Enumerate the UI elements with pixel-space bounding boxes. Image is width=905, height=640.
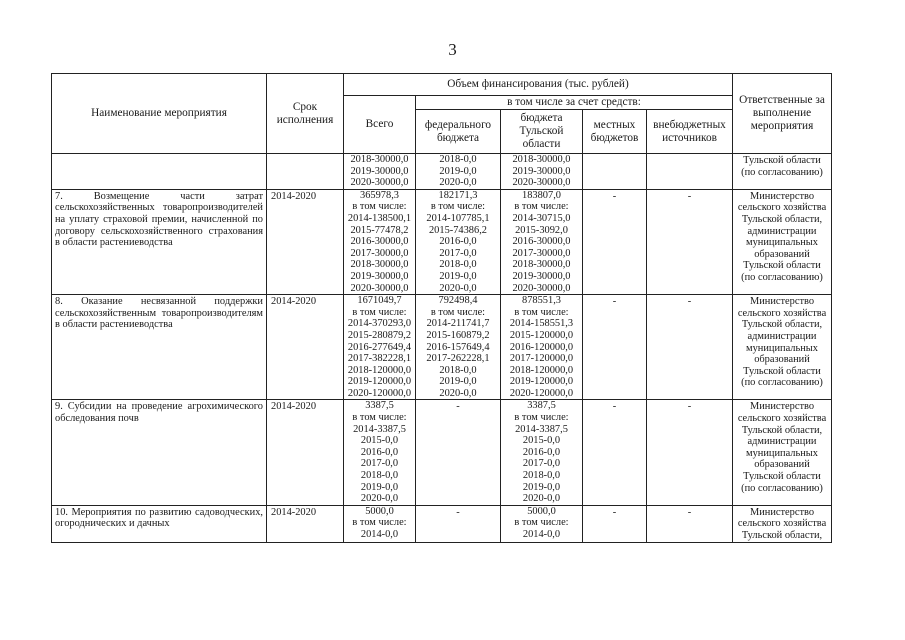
cell-name: 8. Оказание несвязанной поддержки сельскохозяйственным товаропроизводителям в области растениеводства [52, 295, 267, 400]
cell-responsible: Тульской области (по согласованию) [733, 154, 832, 190]
header-regional: бюджета Тульской области [501, 110, 583, 154]
cell-term: 2014-2020 [267, 505, 344, 542]
cell-regional: 878551,3 в том числе: 2014-158551,3 2015-120000,0 2016-120000,0 2017-120000,0 2018-120000,0 2019-120000,0 2020-120000,0 [501, 295, 583, 400]
cell-offbudget: - [647, 189, 733, 294]
header-total: Всего [344, 96, 416, 154]
cell-federal: 182171,3 в том числе: 2014-107785,1 2015-74386,2 2016-0,0 2017-0,0 2018-0,0 2019-0,0 2020-0,0 [416, 189, 501, 294]
cell-regional: 2018-30000,0 2019-30000,0 2020-30000,0 [501, 154, 583, 190]
table-row [52, 295, 832, 400]
cell-local: - [583, 505, 647, 542]
cell-name: 10. Мероприятия по развитию садоводческих, огороднических и дачных [52, 505, 267, 542]
cell-responsible: Министерство сельского хозяйства Тульской области, [733, 505, 832, 542]
header-federal: федерального бюджета [416, 110, 501, 154]
cell-offbudget: - [647, 505, 733, 542]
header-local: местных бюджетов [583, 110, 647, 154]
header-term: Срок исполнения [267, 74, 344, 154]
cell-federal: - [416, 400, 501, 505]
table-row [52, 189, 832, 294]
cell-total: 365978,3 в том числе: 2014-138500,1 2015-77478,2 2016-30000,0 2017-30000,0 2018-30000,0 2019-30000,0 2020-30000,0 [344, 189, 416, 294]
header-financing: Объем финансирования (тыс. рублей) [344, 74, 733, 96]
cell-total: 3387,5 в том числе: 2014-3387,5 2015-0,0 2016-0,0 2017-0,0 2018-0,0 2019-0,0 2020-0,0 [344, 400, 416, 505]
header-offbudget: внебюджетных источников [647, 110, 733, 154]
cell-name: 7. Возмещение части затрат сельскохозяйственных товаропроизводителей на уплату страховой премии, начисленной по договору сельскохозяйственного страхования в области растениеводства [52, 189, 267, 294]
cell-federal: 2018-0,0 2019-0,0 2020-0,0 [416, 154, 501, 190]
table-row [52, 154, 832, 190]
cell-local: - [583, 400, 647, 505]
cell-offbudget [647, 154, 733, 190]
cell-term [267, 154, 344, 190]
cell-responsible: Министерство сельского хозяйства Тульской области, администрации муниципальных образований Тульской области (по согласованию) [733, 189, 832, 294]
cell-regional: 3387,5 в том числе: 2014-3387,5 2015-0,0 2016-0,0 2017-0,0 2018-0,0 2019-0,0 2020-0,0 [501, 400, 583, 505]
cell-term: 2014-2020 [267, 400, 344, 505]
cell-term: 2014-2020 [267, 295, 344, 400]
header-responsible: Ответственные за выполнение мероприятия [733, 74, 832, 154]
cell-local: - [583, 295, 647, 400]
table-row [52, 505, 832, 542]
cell-total: 1671049,7 в том числе: 2014-370293,0 2015-280879,2 2016-277649,4 2017-382228,1 2018-120000,0 2019-120000,0 2020-120000,0 [344, 295, 416, 400]
page-number: 3 [448, 40, 457, 59]
cell-total: 2018-30000,0 2019-30000,0 2020-30000,0 [344, 154, 416, 190]
cell-regional: 5000,0 в том числе: 2014-0,0 [501, 505, 583, 542]
cell-local [583, 154, 647, 190]
cell-name [52, 154, 267, 190]
cell-federal: - [416, 505, 501, 542]
header-name: Наименование мероприятия [52, 74, 267, 154]
cell-responsible: Министерство сельского хозяйства Тульской области, администрации муниципальных образований Тульской области (по согласованию) [733, 295, 832, 400]
cell-regional: 183807,0 в том числе: 2014-30715,0 2015-3092,0 2016-30000,0 2017-30000,0 2018-30000,0 2019-30000,0 2020-30000,0 [501, 189, 583, 294]
cell-term: 2014-2020 [267, 189, 344, 294]
header-sources: в том числе за счет средств: [416, 96, 733, 110]
cell-name: 9. Субсидии на проведение агрохимического обследования почв [52, 400, 267, 505]
financing-table [51, 73, 832, 543]
cell-local: - [583, 189, 647, 294]
cell-responsible: Министерство сельского хозяйства Тульской области, администрации муниципальных образований Тульской области (по согласованию) [733, 400, 832, 505]
cell-total: 5000,0 в том числе: 2014-0,0 [344, 505, 416, 542]
table-row [52, 400, 832, 505]
cell-offbudget: - [647, 400, 733, 505]
cell-federal: 792498,4 в том числе: 2014-211741,7 2015-160879,2 2016-157649,4 2017-262228,1 2018-0,0 2019-0,0 2020-0,0 [416, 295, 501, 400]
cell-offbudget: - [647, 295, 733, 400]
